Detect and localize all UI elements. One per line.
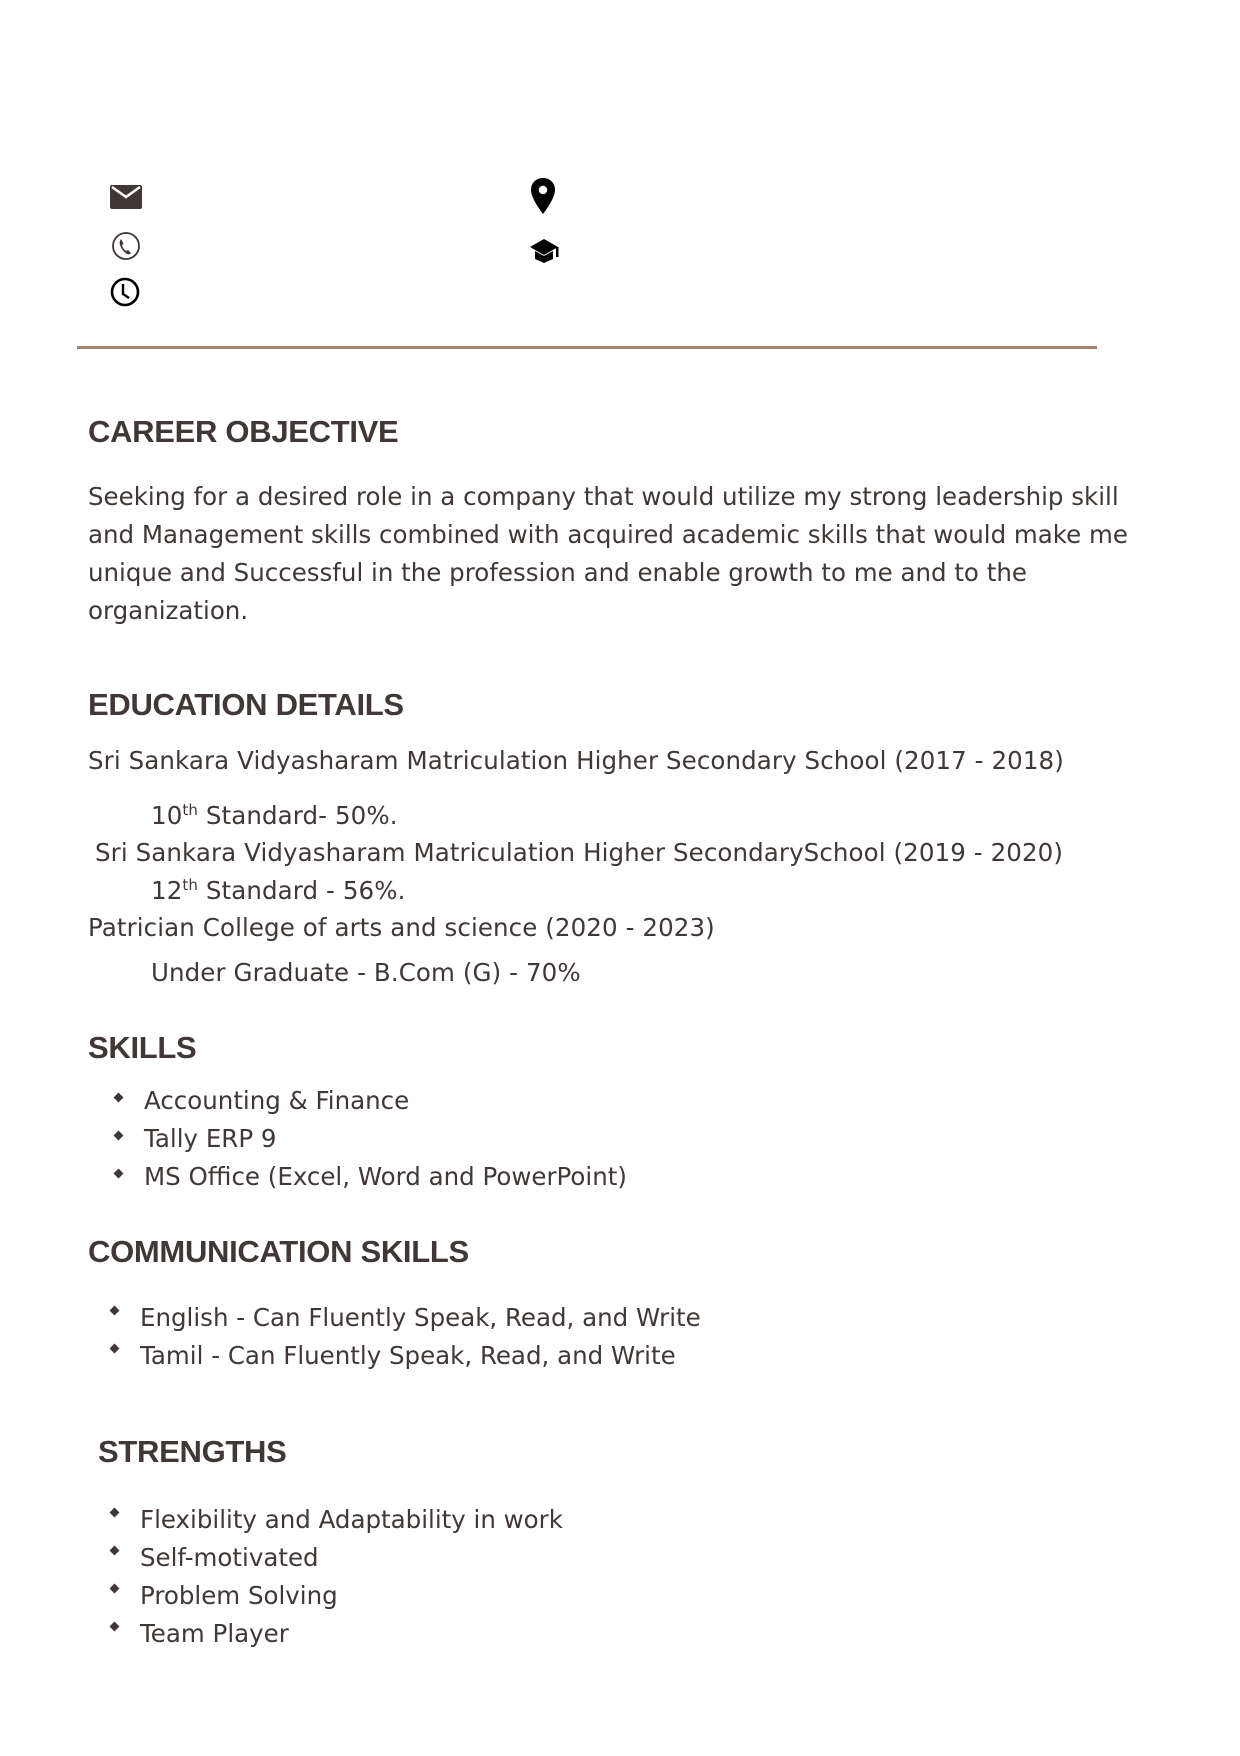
communication-skills-heading: COMMUNICATION SKILLS [88,1234,469,1269]
education-institution: Sri Sankara Vidyasharam Matriculation Higher SecondarySchool (2019 - 2020) [95,838,1064,867]
grade-detail: Standard - 56%. [197,876,406,905]
grade-ordinal: th [182,801,198,819]
language-label: Tamil - Can Fluently Speak, Read, and Write [140,1341,676,1370]
diamond-bullet-icon [110,1344,120,1354]
education-heading: EDUCATION DETAILS [88,687,404,722]
phone-icon [111,231,141,261]
diamond-bullet-icon [110,1508,120,1518]
grade-number: 12 [151,876,183,905]
envelope-icon [110,185,142,209]
skill-label: MS Office (Excel, Word and PowerPoint) [144,1162,627,1191]
strengths-heading: STRENGTHS [98,1434,287,1469]
skills-heading: SKILLS [88,1030,197,1065]
grade-ordinal: th [182,876,198,894]
career-objective-heading: CAREER OBJECTIVE [88,414,399,449]
strength-label: Self-motivated [140,1543,319,1572]
education-institution: Sri Sankara Vidyasharam Matriculation Higher Secondary School (2017 - 2018) [88,746,1064,775]
strength-label: Flexibility and Adaptability in work [140,1505,563,1534]
education-institution: Patrician College of arts and science (2020 - 2023) [88,913,715,942]
diamond-bullet-icon [110,1306,120,1316]
education-grade [151,797,398,835]
grade-detail: Standard- 50%. [197,801,398,830]
diamond-bullet-icon [114,1093,124,1103]
education-grade [151,872,406,910]
strength-label: Problem Solving [140,1581,338,1610]
map-pin-icon [530,177,556,215]
language-label: English - Can Fluently Speak, Read, and Write [140,1303,701,1332]
diamond-bullet-icon [110,1622,120,1632]
education-grade: Under Graduate - B.Com (G) - 70% [151,958,581,987]
graduation-cap-icon [529,238,561,264]
grade-number: 10 [151,801,183,830]
clock-icon [110,277,140,307]
diamond-bullet-icon [110,1584,120,1594]
diamond-bullet-icon [110,1546,120,1556]
strength-label: Team Player [140,1619,289,1648]
objective-line: Seeking for a desired role in a company that would utilize my strong leadership skill [88,482,1119,511]
objective-line: organization. [88,596,249,625]
objective-line: and Management skills combined with acquired academic skills that would make me [88,520,1128,549]
career-objective-text [88,478,1188,630]
objective-line: unique and Successful in the profession and enable growth to me and to the [88,558,1027,587]
diamond-bullet-icon [114,1169,124,1179]
diamond-bullet-icon [114,1131,124,1141]
skill-label: Accounting & Finance [144,1086,410,1115]
header-divider [77,346,1097,349]
skill-label: Tally ERP 9 [144,1124,277,1153]
